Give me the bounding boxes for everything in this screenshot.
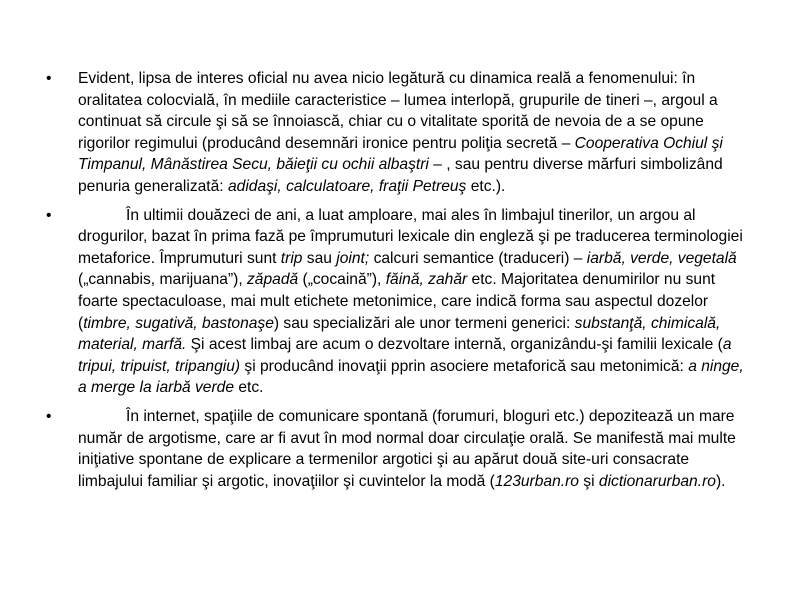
text-segment: sau: [302, 249, 337, 267]
text-segment: – , sau pentru diverse mărfuri simbolizând penuria generalizată:: [78, 156, 723, 195]
text-segment: („cocaină”),: [298, 271, 386, 289]
italic-segment: Cooperativa Ochiul şi Timpanul, Mânăstirea Secu, băieţii cu ochii albaştri: [78, 134, 723, 174]
italic-segment: a tripui, tripuist, tripangiu): [78, 336, 732, 375]
italic-segment: substanţă, chimicală, material, marfă.: [78, 314, 721, 354]
italic-segment: trip: [280, 249, 303, 267]
text-segment: şi: [578, 472, 599, 490]
text-segment: În ultimii douăzeci de ani, a luat amploare, mai ales în limbajul tinerilor, un argou al drogurilor, bazat în prima fază pe împrumuturi lexicale din engleză şi pe traducerea terminologiei metaforice. Împrumuturi sunt: [78, 206, 743, 267]
italic-segment: făină, zahăr: [385, 271, 468, 289]
text-segment: ) sau specializări ale unor termeni generici:: [273, 314, 575, 332]
italic-segment: 123urban.ro: [494, 472, 579, 490]
paragraph-text: [78, 70, 723, 195]
text-segment: şi producând inovaţii pprin asociere metaforică sau metonimică:: [240, 357, 689, 375]
bullet-item: [46, 68, 746, 198]
italic-segment: timbre, sugativă, bastonaşe: [83, 314, 274, 332]
text-segment: În internet, spaţiile de comunicare spontană (forumuri, bloguri etc.) depozitează un mare număr de argotisme, care ar fi avut în mod normal doar circulaţie orală. Se manifestă mai multe iniţiative spontane de explicare a termenilor argotici şi au apărut două site-uri consacrate limbajului familiar şi argotic, inovaţiilor şi cuvintelor la modă (: [78, 407, 736, 490]
bullet-list: [46, 68, 746, 499]
italic-segment: dictionarurban.ro: [598, 472, 716, 490]
text-segment: („cannabis, marijuana”),: [78, 271, 247, 289]
italic-segment: adidaşi, calculatoare, fraţii Petreuş: [227, 177, 467, 195]
bullet-marker: •: [46, 407, 52, 425]
text-segment: Şi acest limbaj are acum o dezvoltare internă, organizându-şi familii lexicale (: [186, 336, 723, 354]
text-segment: ).: [715, 472, 726, 490]
text-segment: calcuri semantice (traduceri) –: [369, 249, 587, 267]
text-segment: Evident, lipsa de interes oficial nu avea nicio legătură cu dinamica reală a fenomenului: în oralitatea colocvială, în mediile caracteristice – lumea interlopă, grupurile de tineri –, argoul a continuat să circule şi să se înnoiască, chiar cu o vitalitate sporită de nevoia de a se opune rigorilor regimului (producând desemnări ironice pentru poliţia secretă –: [78, 70, 718, 152]
bullet-marker: •: [46, 206, 52, 224]
text-segment: etc.: [234, 379, 264, 397]
italic-segment: a ninge, a merge la iarbă verde: [78, 357, 744, 397]
italic-segment: zăpadă: [247, 271, 299, 289]
bullet-item: [46, 205, 746, 399]
italic-segment: joint;: [336, 249, 370, 267]
paragraph-text: [78, 408, 736, 490]
text-segment: etc. Majoritatea denumirilor nu sunt foarte spectaculoase, mai mult etichete metonimice, care indică forma sau aspectul dozelor (: [78, 271, 716, 332]
text-segment: etc.).: [466, 177, 506, 195]
italic-segment: iarbă, verde, vegetală: [586, 249, 737, 267]
bullet-marker: •: [46, 70, 52, 87]
paragraph-text: [78, 207, 744, 397]
bullet-item: [46, 406, 746, 492]
